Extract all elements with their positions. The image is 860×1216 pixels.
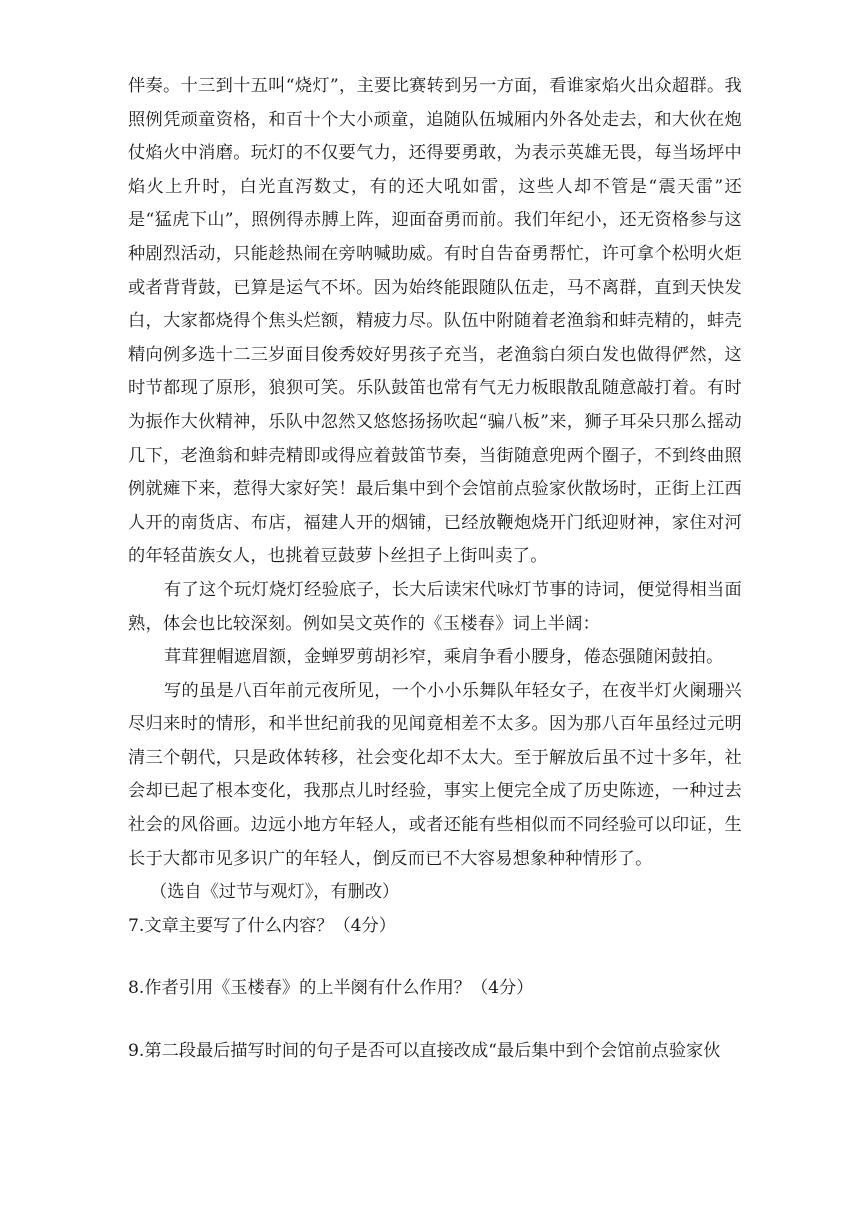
- document-page: [128, 70, 742, 1069]
- passage-paragraph-1: 伴奏。十三到十五叫“烧灯”，主要比赛转到另一方面，看谁家焰火出众超群。我照例凭顽童资格，和百十个大小顽童，追随队伍城厢内外各处走去，和大伙在炮仗焰火中消磨。玩灯的不仅要气力，还得要勇敢，为表示英雄无畏，每当场坪中焰火上升时，白光直泻数丈，有的还大吼如雷，这些人却不管是“震天雷”还是“猛虎下山”，照例得赤膊上阵，迎面奋勇而前。我们年纪小，还无资格参与这种剧烈活动，只能趁热闹在旁呐喊助威。有时自告奋勇帮忙，许可拿个松明火炬或者背背鼓，已算是运气不坏。因为始终能跟随队伍走，马不离群，直到天快发白，大家都烧得个焦头烂额，精疲力尽。队伍中附随着老渔翁和蚌壳精的，蚌壳精向例多选十二三岁面目俊秀姣好男孩子充当，老渔翁白须白发也做得俨然，这时节都现了原形，狼狈可笑。乐队鼓笛也常有气无力板眼散乱随意敲打着。有时为振作大伙精神，乐队中忽然又悠悠扬扬吹起“骗八板”来，狮子耳朵只那么摇动几下，老渔翁和蚌壳精即或得应着鼓笛节奏，当街随意兜两个圈子，不到终曲照例就瘫下来，惹得大家好笑！最后集中到个会馆前点验家伙散场时，正街上江西人开的南货店、布店，福建人开的烟铺，已经放鞭炮烧开门纸迎财神，家住对河的年轻苗族女人，也挑着豆鼓萝卜丝担子上街叫卖了。: [128, 76, 742, 567]
- source-note: （选自《过节与观灯》，有删改）: [150, 882, 400, 903]
- question-8: 8.作者引用《玉楼春》的上半阕有什么作用？（4分）: [128, 978, 534, 999]
- poem-quote: 茸茸狸帽遮眉额，金蝉罗剪胡衫窄，乘肩争看小腰身，倦态强随闲鼓拍。: [164, 647, 724, 668]
- passage-paragraph-2: 有了这个玩灯烧灯经验底子，长大后读宋代咏灯节事的诗词，便觉得相当面熟，体会也比较深刻。例如吴文英作的《玉楼春》词上半阔：: [128, 579, 742, 634]
- passage-paragraph-3: 写的虽是八百年前元夜所见，一个小小乐舞队年轻女子，在夜半灯火阑珊兴尽归来时的情形，和半世纪前我的见闻竟相差不太多。因为那八百年虽经过元明清三个朝代，只是政体转移，社会变化却不太大。至于解放后虽不过十多年，社会却已起了根本变化，我那点儿时经验，事实上便完全成了历史陈迹，一种过去社会的风俗画。边远小地方年轻人，或者还能有些相似而不同经验可以印证，生长于大都市见多识广的年轻人，倒反而已不大容易想象种种情形了。: [128, 680, 742, 869]
- question-7: 7.文章主要写了什么内容？（4分）: [128, 915, 396, 936]
- question-9: 9.第二段最后描写时间的句子是否可以直接改成“最后集中到个会馆前点验家伙: [128, 1041, 721, 1062]
